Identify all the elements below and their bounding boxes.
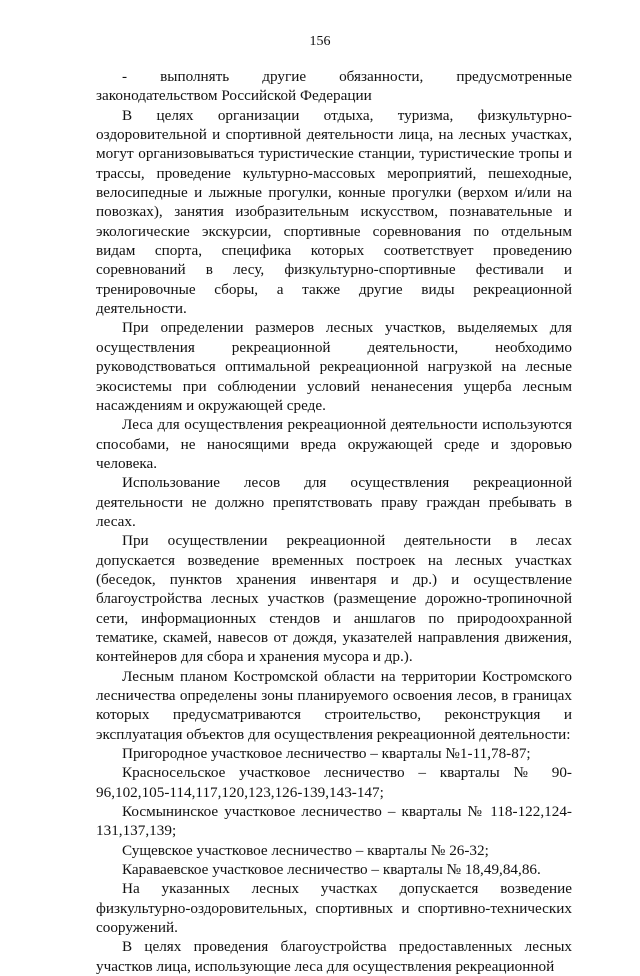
paragraph-karavaevskoe: Караваевское участковое лесничество – кварталы № 18,49,84,86. xyxy=(122,861,541,879)
paragraph-temporary-structures: При осуществлении рекреационной деятельности в лесах допускается возведение временных построек на лесных участках (беседок, пунктов хранения инвентаря и др.) и осуществление благоустройства лесных участков (размещение дорожно-тропиночной сети, информационных стендов и аншлагов по природоохранной тематике, скамей, навесов от дождя, указателей направления движения, контейнеров для сбора и хранения мусора и др.). xyxy=(96,532,572,666)
paragraph-kosmyninskoe: Космынинское участковое лесничество – кварталы № 118-122,124-131,137,139; xyxy=(96,803,572,840)
paragraph-plot-sizes: При определении размеров лесных участков, выделяемых для осуществления рекреационной деятельности, необходимо руководствоваться оптимальной рекреационной нагрузкой на лесные экосистемы при соблюдении условий ненанесения ущерба лесным насаждениям и окружающей среде. xyxy=(96,319,572,414)
paragraph-forest-plan-zones: Лесным планом Костромской области на территории Костромского лесничества определены зоны планируемого освоения лесов, в границах которых предусматриваются строительство, реконструкция и эксплуатация объектов для осуществления рекреационной деятельности: xyxy=(96,667,572,743)
document-body xyxy=(96,67,572,976)
paragraph-krasnoselskoe: Красносельское участковое лесничество – кварталы № 90-96,102,105-114,117,120,123,126-139,143-147; xyxy=(96,764,572,801)
paragraph-improvement: В целях проведения благоустройства предоставленных лесных участков лица, использующие леса для осуществления рекреационной xyxy=(96,938,572,975)
paragraph-sports-facilities: На указанных лесных участках допускается возведение физкультурно-оздоровительных, спортивных и спортивно-технических сооружений. xyxy=(96,880,572,937)
paragraph-recreation-purposes: В целях организации отдыха, туризма, физкультурно-оздоровительной и спортивной деятельности лица, на лесных участках, могут организовываться туристические станции, туристические тропы и трассы, проведение культурно-массовых мероприятий, пешеходные, велосипедные и лыжные прогулки, конные прогулки (верхом и/или на повозках), занятия изобразительным искусством, познавательные и экологические экскурсии, спортивные соревнования по отдельным видам спорта, специфика которых соответствует проведению соревнований в лесу, физкультурно-спортивные фестивали и тренировочные сборы, а также другие виды рекреационной деятельности. xyxy=(96,106,572,318)
paragraph-duties: - выполнять другие обязанности, предусмотренные законодательством Российской Федерации xyxy=(96,68,572,105)
paragraph-prigorodnoe: Пригородное участковое лесничество – кварталы №1-11,78-87; xyxy=(122,745,531,763)
page-number: 156 xyxy=(309,34,331,49)
paragraph-usage-methods: Леса для осуществления рекреационной деятельности используются способами, не наносящими вреда окружающей среде и здоровью человека. xyxy=(96,416,572,472)
paragraph-sushchevskoe: Сущевское участковое лесничество – кварталы № 26-32; xyxy=(122,841,489,859)
paragraph-citizen-access: Использование лесов для осуществления рекреационной деятельности не должно препятствовать праву граждан пребывать в лесах. xyxy=(96,474,572,530)
